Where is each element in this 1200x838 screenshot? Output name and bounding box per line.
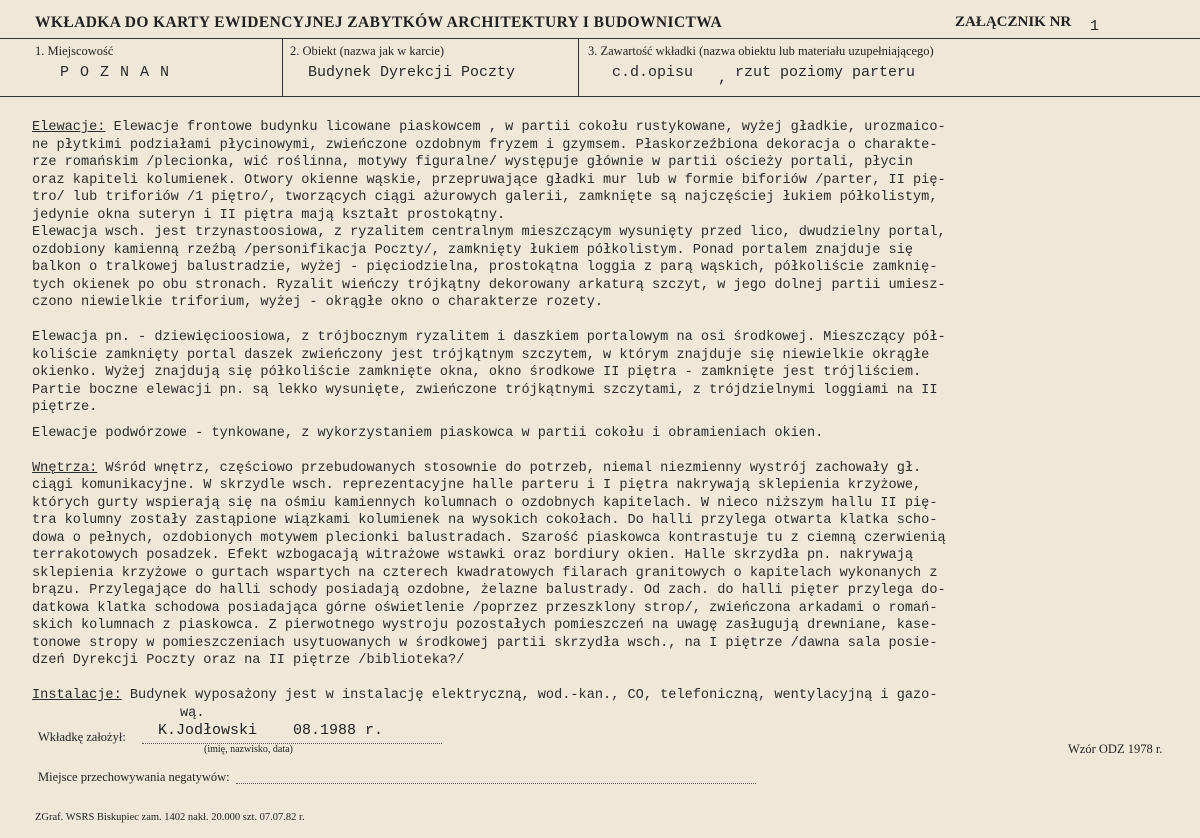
section-heading-installations: Instalacje: bbox=[32, 688, 122, 703]
negatives-storage-label: Miejsce przechowywania negatywów: bbox=[38, 770, 230, 784]
text-line: ozdobiony kamienną rzeźbą /personifikacja Poczty/, zamknięty łukiem półkolistym. Ponad portalem znajduje się bbox=[32, 242, 914, 258]
text-line: rze romańskim /plecionka, wić roślinna, motywy figuralne/ występuje głównie w partii ościeży portali, płycin bbox=[32, 155, 914, 170]
text-line: jedynie okna suteryn i II piętra mają kształt prostokątny. bbox=[32, 207, 506, 223]
object-label: 2. Obiekt (nazwa jak w karcie) bbox=[290, 44, 445, 58]
text-span: Budynek wyposażony jest w instalację elektryczną, wod.-kan., CO, telefoniczną, wentylacyjną i gazo- bbox=[121, 688, 938, 703]
text-line: tych okienek po obu stronach. Ryzalit wieńczy trójkątny dekorowany arkaturą szczyt, w jego dolnej partii umiesz- bbox=[32, 277, 946, 293]
text-line: balkon o tralkowej balustradzie, wyżej - pięciodzielna, prostokątna loggia z parą wąskich, półkoliście zamknię- bbox=[32, 260, 938, 275]
form-version: Wzór ODZ 1978 r. bbox=[1068, 742, 1163, 756]
text-line: tra kolumny zostały zastąpione wiązkami kolumienek na wysokich cokołach. Do halli przylega otwarta klatka scho- bbox=[32, 513, 938, 528]
text-line: koliście zamknięty portal daszek zwieńczony jest trójkątnym szczytem, w którym znajduje się niewielkie okrągłe bbox=[32, 347, 930, 363]
card-header bbox=[0, 0, 1200, 39]
text-line: tro/ lub triforiów /1 piętro/, tworzących ciągi ażurowych galerii, zamknięte są najczęściej łukiem półkolistym, bbox=[32, 190, 938, 205]
negatives-dotted-line bbox=[236, 783, 756, 784]
text-line: skich kolumnach z piaskowca. Z pierwotnego wystroju pozostałych pomieszczeń na uwagę zasługują drewniane, kase- bbox=[32, 618, 938, 633]
paragraph-gap bbox=[32, 442, 1200, 460]
text-line bbox=[32, 119, 1200, 137]
text-line: wą. bbox=[180, 705, 205, 721]
annex-label: ZAŁĄCZNIK NR bbox=[955, 14, 1072, 30]
creator-hint: (imię, nazwisko, data) bbox=[204, 744, 293, 755]
text-span: Wśród wnętrz, częściowo przebudowanych stosownie do potrzeb, niemal niezmienny wystrój zachowały gł. bbox=[97, 460, 922, 476]
paragraph-gap bbox=[32, 312, 1200, 330]
field-divider bbox=[282, 38, 283, 96]
text-line: dowa o pełnych, ozdobionych motywem plecionki balustradach. Szarość piaskowca kontrastuje tu z ciemną czerwienią bbox=[32, 530, 946, 546]
text-line: piętrze. bbox=[32, 400, 98, 415]
text-line bbox=[32, 687, 1200, 705]
text-line: okienko. Wyżej znajdują się półkoliście zamknięte okna, okno środkowe II piętra - zamknięte jest trójliściem. bbox=[32, 365, 922, 380]
creator-label: Wkładkę założył: bbox=[38, 730, 126, 744]
text-line: Elewacje podwórzowe - tynkowane, z wykorzystaniem piaskowca w partii cokołu i obramieniach okien. bbox=[32, 425, 824, 441]
text-line: tonowe stropy w pomieszczeniach usytuowanych w środkowej partii skrzydła wsch., na I piętrze /dawna sala posie- bbox=[32, 635, 938, 651]
card-title: WKŁADKA DO KARTY EWIDENCYJNEJ ZABYTKÓW ARCHITEKTURY I BUDOWNICTWA bbox=[35, 14, 723, 31]
contents-value-a: c.d.opisu bbox=[612, 64, 694, 81]
contents-label: 3. Zawartość wkładki (nazwa obiektu lub materiału uzupełniającego) bbox=[588, 44, 934, 58]
section-heading-elevations: Elewacje: bbox=[32, 120, 106, 135]
text-line: ciągi komunikacyjne. W skrzydle wsch. reprezentacyjne halle parteru i I piętra nakrywają sklepienia krzyżowe, bbox=[32, 478, 922, 493]
text-line: Elewacja pn. - dziewięcioosiowa, z trójbocznym ryzalitem i daszkiem portalowym na osi środkowej. Mieszczący pół- bbox=[32, 330, 946, 345]
text-line: brązu. Przylegające do halli schody posiadają ozdobne, żelazne balustrady. Od zach. do halli pięter przylega do- bbox=[32, 583, 946, 598]
field-divider bbox=[578, 38, 579, 96]
contents-separator: , bbox=[718, 70, 728, 87]
locality-label: 1. Miejscowość bbox=[35, 44, 114, 58]
text-line: dzeń Dyrekcji Poczty oraz na II piętrze /biblioteka?/ bbox=[32, 653, 465, 668]
section-heading-interiors: Wnętrza: bbox=[32, 460, 98, 476]
text-line: sklepienia krzyżowe o gurtach wspartych na czterech kwadratowych filarach granitowych o kapitelach wykonanych z bbox=[32, 565, 938, 581]
text-line: których gurty wspierają się na ośmiu kamiennych kolumnach o ozdobnych kapitelach. W nieco niższym hallu II pię- bbox=[32, 495, 938, 511]
text-line: czono niewielkie triforium, wyżej - okrągłe okno o charakterze rozety. bbox=[32, 295, 604, 310]
fields-row bbox=[0, 38, 1200, 97]
annex-number: 1 bbox=[1090, 18, 1100, 35]
locality-value: P O Z N A N bbox=[60, 64, 171, 81]
text-line: oraz kapiteli kolumienek. Otwory okienne wąskie, przepruwające gładki mur lub w formie biforiów /parter, II pię- bbox=[32, 172, 946, 188]
paragraph-gap bbox=[32, 670, 1200, 688]
object-value: Budynek Dyrekcji Poczty bbox=[308, 64, 516, 81]
creator-value: K.Jodłowski 08.1988 r. bbox=[158, 722, 384, 739]
description-text bbox=[32, 119, 1200, 722]
contents-value-b: rzut poziomy parteru bbox=[735, 64, 916, 81]
text-line: ne płytkimi podziałami płycinowymi, zwieńczone ozdobnym fryzem i gzymsem. Płaskorzeźbiona dekoracja o charakte- bbox=[32, 137, 938, 153]
text-line: datkowa klatka schodowa posiadająca górne oświetlenie /poprzez przeszklony strop/, zwieńczona arkadami o romań- bbox=[32, 600, 938, 616]
text-line: terrakotowych posadzek. Efekt wzbogacają witrażowe wstawki oraz bordiury okien. Halle skrzydła pn. nakrywają bbox=[32, 548, 914, 563]
print-note: ZGraf. WSRS Biskupiec zam. 1402 nakł. 20.000 szt. 07.07.82 r. bbox=[35, 812, 305, 823]
text-line: Partie boczne elewacji pn. są lekko wysunięte, zwieńczone trójkątnymi szczytami, z trójdzielnymi loggiami na II bbox=[32, 382, 938, 398]
text-line: Elewacja wsch. jest trzynastoosiowa, z ryzalitem centralnym mieszczącym wysunięty przed lico, dwudzielny portal, bbox=[32, 225, 946, 240]
text-line bbox=[32, 460, 1200, 478]
text-span: Elewacje frontowe budynku licowane piaskowcem , w partii cokołu rustykowane, wyżej gładkie, urozmaico- bbox=[105, 120, 946, 135]
paragraph-gap bbox=[32, 417, 1200, 425]
